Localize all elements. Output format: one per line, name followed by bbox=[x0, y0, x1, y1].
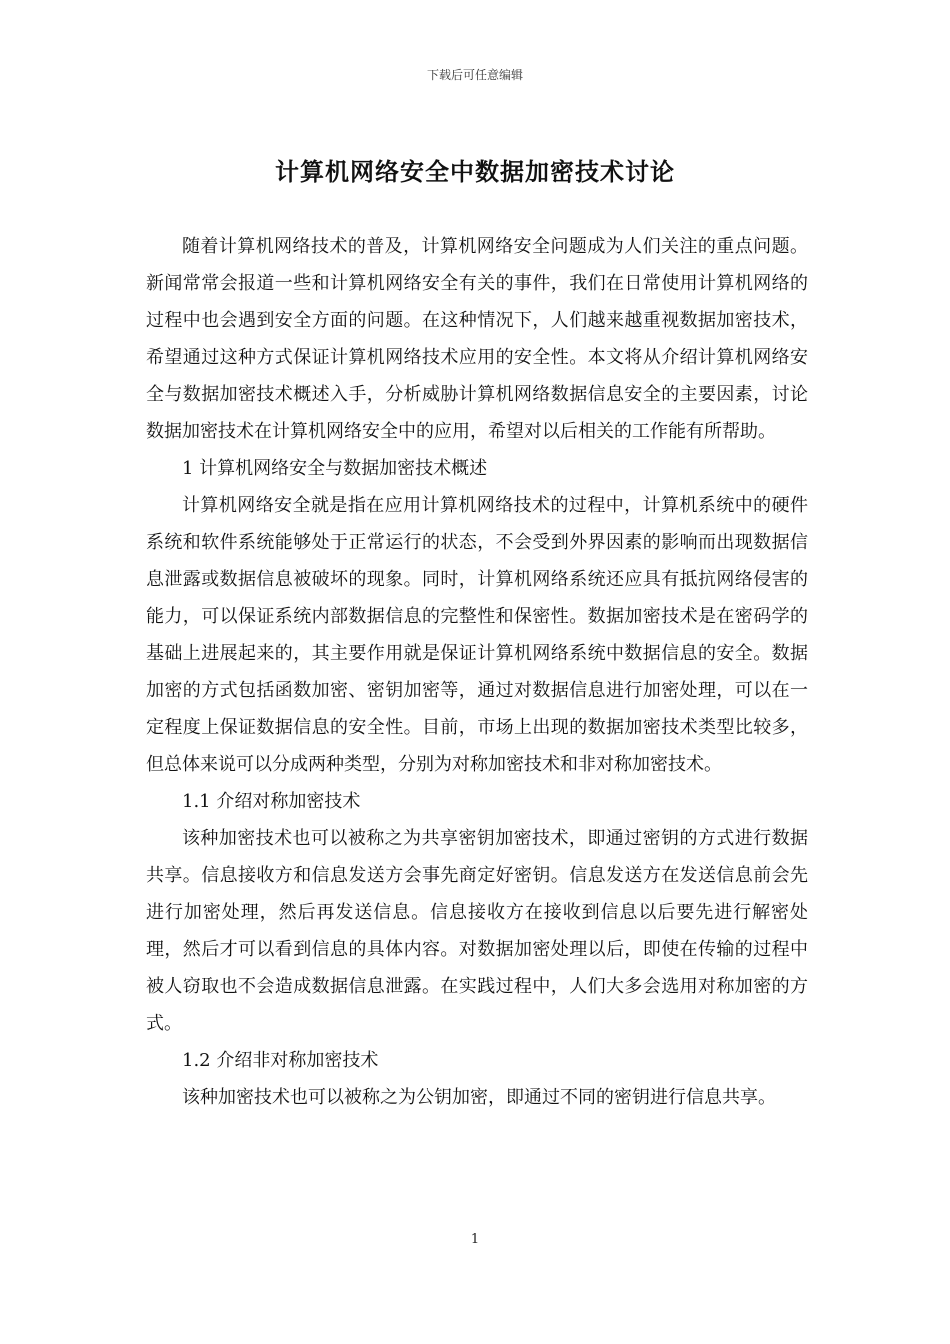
document-title: 计算机网络安全中数据加密技术讨论 bbox=[275, 158, 675, 186]
intro-paragraph: 随着计算机网络技术的普及，计算机网络安全问题成为人们关注的重点问题。新闻常常会报道一些和计算机网络安全有关的事件，我们在日常使用计算机网络的过程中也会遇到安全方面的问题。在这种情况下，人们越来越重视数据加密技术，希望通过这种方式保证计算机网络技术应用的安全性。本文将从介绍计算机网络安全与数据加密技术概述入手，分析威胁计算机网络数据信息安全的主要因素，讨论数据加密技术在计算机网络安全中的应用，希望对以后相关的工作能有所帮助。 bbox=[146, 236, 808, 442]
section-1-1-paragraph: 该种加密技术也可以被称之为共享密钥加密技术，即通过密钥的方式进行数据共享。信息接收方和信息发送方会事先商定好密钥。信息发送方在发送信息前会先进行加密处理，然后再发送信息。信息接收方在接收到信息以后要先进行解密处理，然后才可以看到信息的具体内容。对数据加密处理以后，即使在传输的过程中被人窃取也不会造成数据信息泄露。在实践过程中，人们大多会选用对称加密的方式。 bbox=[146, 828, 808, 1034]
section-1-1-heading: 1.1 介绍对称加密技术 bbox=[182, 791, 361, 812]
section-1-paragraph: 计算机网络安全就是指在应用计算机网络技术的过程中，计算机系统中的硬件系统和软件系统能够处于正常运行的状态，不会受到外界因素的影响而出现数据信息泄露或数据信息被破坏的现象。同时，计算机网络系统还应具有抵抗网络侵害的能力，可以保证系统内部数据信息的完整性和保密性。数据加密技术是在密码学的基础上进展起来的，其主要作用就是保证计算机网络系统中数据信息的安全。数据加密的方式包括函数加密、密钥加密等，通过对数据信息进行加密处理，可以在一定程度上保证数据信息的安全性。目前，市场上出现的数据加密技术类型比较多，但总体来说可以分成两种类型，分别为对称加密技术和非对称加密技术。 bbox=[146, 495, 808, 775]
page-number: 1 bbox=[470, 1232, 480, 1247]
document-body bbox=[146, 228, 808, 1116]
section-1-2-paragraph: 该种加密技术也可以被称之为公钥加密，即通过不同的密钥进行信息共享。 bbox=[182, 1087, 776, 1108]
section-1-heading: 1 计算机网络安全与数据加密技术概述 bbox=[182, 458, 488, 479]
section-1-2-heading: 1.2 介绍非对称加密技术 bbox=[182, 1050, 379, 1071]
header-note: 下载后可任意编辑 bbox=[426, 68, 523, 82]
